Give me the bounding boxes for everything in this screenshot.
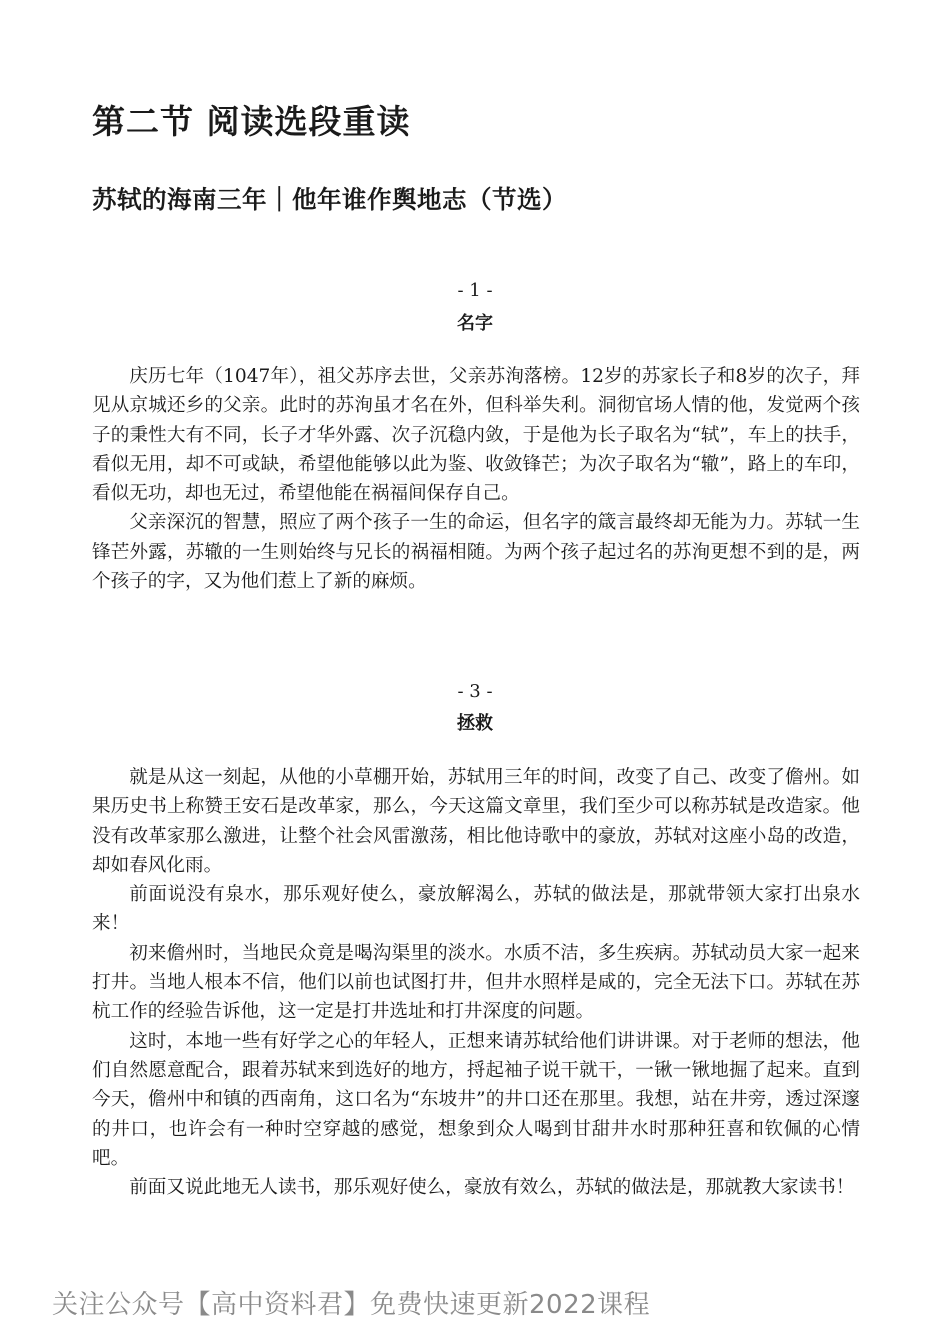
part-3-number: - 3 - (457, 681, 493, 702)
paragraph: 就是从这一刻起，从他的小草棚开始，苏轼用三年的时间，改变了自己、改变了儋州。如果历史书上称赞王安石是改革家，那么，今天这篇文章里，我们至少可以称苏轼是改造家。他没有改革家那么激进，让整个社会风雷激荡，相比他诗歌中的豪放，苏轼对这座小岛的改造，却如春风化雨。 (92, 767, 860, 876)
article-title: 苏轼的海南三年｜他年谁作舆地志（节选） (92, 185, 567, 214)
part-1-heading: 名字 (457, 313, 493, 334)
footer-watermark: 关注公众号【高中资料君】免费快速更新2022课程 (52, 1290, 651, 1320)
paragraph: 这时，本地一些有好学之心的年轻人，正想来请苏轼给他们讲讲课。对于老师的想法，他们自然愿意配合，跟着苏轼来到选好的地方，捋起袖子说干就干，一锹一锹地掘了起来。直到今天，儋州中和镇的西南角，这口名为“东坡井”的井口还在那里。我想，站在井旁，透过深邃的井口，也许会有一种时空穿越的感觉，想象到众人喝到甘甜井水时那种狂喜和钦佩的心情吧。 (92, 1030, 860, 1169)
paragraph: 前面说没有泉水，那乐观好使么，豪放解渴么，苏轼的做法是，那就带领大家打出泉水来！ (92, 884, 860, 935)
part-1-body (92, 362, 860, 596)
part-3-heading: 拯救 (457, 713, 493, 734)
part-3-body (92, 763, 860, 1202)
paragraph: 初来儋州时，当地民众竟是喝沟渠里的淡水。水质不洁，多生疾病。苏轼动员大家一起来打井。当地人根本不信，他们以前也试图打井，但井水照样是咸的，完全无法下口。苏轼在苏杭工作的经验告诉他，这一定是打井选址和打井深度的问题。 (92, 942, 860, 1023)
section-title: 第二节 阅读选段重读 (92, 102, 411, 141)
paragraph: 父亲深沉的智慧，照应了两个孩子一生的命运，但名字的箴言最终却无能为力。苏轼一生锋芒外露，苏辙的一生则始终与兄长的祸福相随。为两个孩子起过名的苏洵更想不到的是，两个孩子的字，又为他们惹上了新的麻烦。 (92, 512, 860, 593)
part-1-number: - 1 - (457, 280, 493, 301)
paragraph: 前面又说此地无人读书，那乐观好使么，豪放有效么，苏轼的做法是，那就教大家读书！ (129, 1177, 855, 1199)
paragraph: 庆历七年（1047年），祖父苏序去世，父亲苏洵落榜。12岁的苏家长子和8岁的次子，拜见从京城还乡的父亲。此时的苏洵虽才名在外，但科举失利。洞彻官场人情的他，发觉两个孩子的秉性大有不同，长子才华外露、次子沉稳内敛，于是他为长子取名为“轼”，车上的扶手，看似无用，却不可或缺，希望他能够以此为鉴、收敛锋芒；为次子取名为“辙”，路上的车印，看似无功，却也无过，希望他能在祸福间保存自己。 (92, 366, 860, 505)
